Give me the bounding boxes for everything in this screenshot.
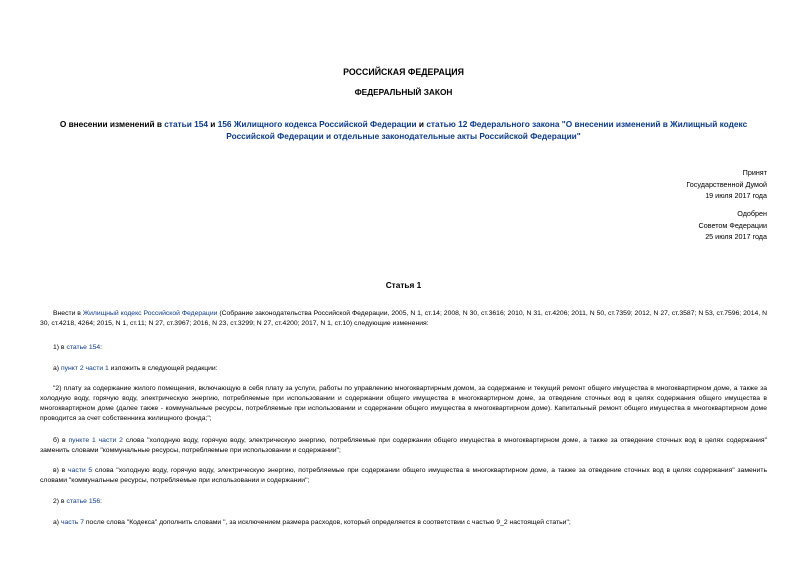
- country-heading: РОССИЙСКАЯ ФЕДЕРАЦИЯ: [343, 67, 464, 77]
- p5-text-1: б) в: [53, 437, 69, 444]
- paragraph-intro: [40, 309, 767, 329]
- p6-text-1: в) в: [53, 467, 69, 474]
- title-text-2: и: [207, 119, 218, 129]
- paragraph-item-2a: [40, 518, 767, 528]
- paragraph-item-1v: [40, 466, 767, 486]
- p8-text-1: а): [53, 519, 61, 526]
- paragraph-item-2: [40, 497, 767, 507]
- paragraph-item-1a: [40, 364, 767, 374]
- link-point-2-part-1[interactable]: пункт 2 части 1: [60, 365, 109, 372]
- link-part-5[interactable]: части 5: [68, 467, 93, 474]
- p7-text-1: 2) в: [53, 498, 67, 505]
- accepted-by: Государственной Думой: [686, 179, 767, 189]
- accepted-date: 19 июля 2017 года: [705, 191, 767, 200]
- law-type-heading: ФЕДЕРАЛЬНЫЙ ЗАКОН: [354, 87, 453, 97]
- law-title: [40, 118, 767, 142]
- link-article-156-item[interactable]: статье 156: [66, 498, 101, 505]
- approved-date: 25 июля 2017 года: [705, 232, 767, 241]
- link-part-7[interactable]: часть 7: [60, 519, 84, 526]
- adoption-state-duma: [686, 167, 767, 202]
- paragraph-item-1: [40, 343, 767, 353]
- approved-by: Советом Федерации: [698, 220, 767, 230]
- p5-text-2: слова "холодную воду, горячую воду, электрическую энергию, потребляемые при содержании общего имущества в многоквартирном доме, а также за отведение сточных вод в целях содержания" заменить словами "коммунальные ресурсы, потребляемые при использовании и содержании";: [40, 437, 767, 454]
- p2-text-1: 1) в: [53, 344, 67, 351]
- link-article-154-item[interactable]: статье 154: [66, 344, 101, 351]
- link-point-1-part-2[interactable]: пункте 1 части 2: [68, 437, 123, 444]
- article-heading: Статья 1: [385, 280, 422, 290]
- approved-label: Одобрен: [737, 209, 767, 218]
- title-text-3: и: [416, 119, 427, 129]
- link-article-154[interactable]: статьи 154: [164, 119, 208, 129]
- title-text-1: О внесении изменений в: [59, 119, 165, 129]
- p6-text-2: слова "холодную воду, горячую воду, электрическую энергию, потребляемые при содержании общего имущества в многоквартирном доме, а также за отведение сточных вод в целях содержания" заменить словами "коммунальные ресурсы, потребляемые при использовании и содержании";: [40, 467, 767, 484]
- accepted-label: Принят: [742, 168, 767, 177]
- p8-text-2: после слова "Кодекса" дополнить словами ", за исключением размера расходов, который определяется в соответствии с частью 9_2 настоящей статьи";: [83, 519, 571, 526]
- p1-text-2: (Собрание законодательства Российской Федерации, 2005, N 1, ст.14; 2008, N 30, ст.3616; 2010, N 31, ст.4206; 2011, N 50, ст.7359; 2012, N 27, ст.3587; N 53, ст.7596; 2014, N 30, ст.4218, 4264; 2015, N 1, ст.11; N 27, ст.3967; 2016, N 23, ст.3299; N 27, ст.4200; 2017, N 1, ст.10) следующие изменения:: [40, 310, 767, 327]
- paragraph-new-wording: "2) плату за содержание жилого помещения, включающую в себя плату за услуги, работы по управлению многоквартирным домом, за содержание и текущий ремонт общего имущества в многоквартирном доме, а также за холодную воду, горячую воду, электрическую энергию, потребляемые при использовании и содержании общего имущества в многоквартирном доме, за отведение сточных вод в целях содержания общего имущества в многоквартирном доме (далее также - коммунальные ресурсы, потребляемые при использовании и содержании общего имущества в многоквартирном доме). Капитальный ремонт общего имущества в многоквартирном доме проводится за счет собственника жилищного фонда;";: [40, 385, 767, 422]
- p3-text-1: а): [53, 365, 61, 372]
- link-housing-code[interactable]: Жилищный кодекс Российской Федерации: [82, 310, 218, 317]
- adoption-federation-council: [699, 208, 767, 243]
- link-federal-law-article-12[interactable]: статью 12 Федерального закона "О внесении изменений в Жилищный кодекс Российской Федерации и отдельные законодательные акты Российской Федерации": [226, 119, 748, 141]
- p1-text-1: Внести в: [53, 310, 83, 317]
- link-article-156[interactable]: 156 Жилищного кодекса Российской Федерации: [217, 119, 417, 129]
- paragraph-item-1b: [40, 436, 767, 456]
- p7-text-2: :: [100, 498, 103, 505]
- p3-text-2: изложить в следующей редакции:: [108, 365, 218, 372]
- p2-text-2: :: [100, 344, 103, 351]
